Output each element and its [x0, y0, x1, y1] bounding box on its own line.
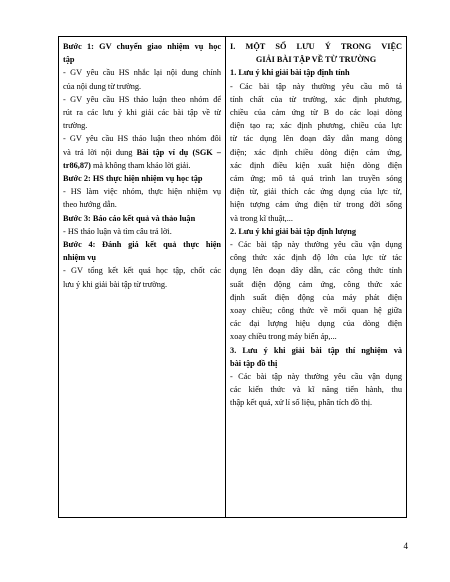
example-reference-pages: tr86,87) [63, 160, 91, 170]
step1-item2-line3: trường. [63, 121, 88, 131]
example-reference: Bài tập ví dụ (SGK – [136, 147, 222, 157]
note3-line: các kiến thức và kĩ năng tiến hành, thu [230, 385, 402, 395]
note1-line: điện tạo ra; xác định phương, chiều của lực [230, 121, 402, 131]
step1-title-line1: Bước 1: GV chuyển giao nhiệm vụ học [63, 42, 222, 51]
lesson-table [58, 36, 407, 518]
step1-item1-line1: - GV yêu cầu HS nhắc lại nội dung chính [63, 68, 222, 78]
step2-title: Bước 2: HS thực hiện nhiệm vụ học tập [63, 174, 203, 184]
note2-line: xoay chiều; công thức về mối quan hệ giữa [230, 306, 402, 316]
note2-line: dụng lên đoạn dây dẫn, các công thức tính [230, 266, 402, 276]
note2-line: - Các bài tập này thường yêu cầu vận dụng [230, 240, 402, 250]
note1-line: xác định điều kiện xuất hiện dòng điện [230, 160, 402, 170]
note1-line: cảm ứng; mô tả quá trình lan truyền sóng [230, 174, 402, 184]
step1-title-line2: tập [63, 55, 75, 65]
note1-title: 1. Lưu ý khi giải bài tập định tính [230, 68, 350, 78]
note2-line: suất điện động cảm ứng, công thức xác [230, 279, 402, 289]
step3-item-line1: - HS thảo luận và tìm câu trả lời. [63, 226, 172, 236]
activity-column [59, 37, 226, 517]
note1-line: điện; xác định chiều dòng điện cảm ứng, [230, 147, 402, 157]
content-column [226, 37, 406, 517]
step4-item-line1: - GV tổng kết kết quả học tập, chốt các [63, 266, 222, 276]
step1-item3-line2 [63, 146, 221, 159]
section-heading-line2: GIẢI BÀI TẬP VỀ TỪ TRƯỜNG [255, 55, 377, 65]
note1-line: - Các bài tập này thường yêu cầu mô tả [230, 81, 402, 91]
note2-line: xoay chiều trong máy biến áp,... [230, 332, 337, 342]
note3-line: thập kết quả, xử lí số liệu, phân tích đồ thị. [230, 398, 373, 408]
section-heading-line1: I. MỘT SỐ LƯU Ý TRONG VIỆC [230, 42, 402, 51]
step2-item-line2: theo hướng dẫn. [63, 200, 117, 210]
step4-title-line2: nhiệm vụ [63, 253, 96, 263]
step1-item2-line2: rút ra các lưu ý khi giải các bài tập về từ [63, 108, 222, 118]
note1-line: và trong kĩ thuật,... [230, 213, 293, 223]
note3-title-line2: bài tập đồ thị [230, 358, 278, 368]
note2-line: công thức xác định độ lớn của lực từ tác [230, 253, 402, 263]
note3-title-line1: 3. Lưu ý khi giải bài tập thí nghiệm và [230, 345, 402, 355]
note1-line: từ tác dụng lên đoạn dây dẫn mang dòng [230, 134, 402, 144]
page-number: 4 [403, 541, 408, 551]
step1-item3-line1: - GV yêu cầu HS thảo luận theo nhóm đôi [63, 134, 222, 144]
note1-line: tính chất của từ trường, xác định phương, [230, 94, 402, 104]
note1-line: điện từ, giải thích các ứng dụng của lực từ, [230, 187, 402, 197]
step1-item2-line1: - GV yêu cầu HS thảo luận theo nhóm để [63, 94, 222, 104]
step4-title-line1: Bước 4: Đánh giá kết quả thực hiện [63, 240, 222, 250]
note1-line: hiện tượng cảm ứng điện từ trong đời sống [230, 200, 402, 210]
step2-item-line1: - HS làm việc nhóm, thực hiện nhiệm vụ [63, 187, 222, 197]
step4-item-line2: lưu ý khi giải bài tập từ trường. [63, 279, 168, 289]
step3-title: Bước 3: Báo cáo kết quả và thảo luận [63, 213, 196, 223]
note2-line: định suất điện động của máy phát điện [230, 292, 402, 302]
step1-item3-line3 [63, 159, 221, 172]
step1-item3-text: và trả lời nội dung [63, 147, 133, 157]
step1-item3-tail: mà không tham khảo lời giải. [90, 160, 191, 170]
note2-line: các đại lượng hiệu dụng của dòng điện [230, 319, 402, 329]
step1-item1-line2: của nội dung từ trường. [63, 81, 142, 91]
note1-line: chiều của cảm ứng từ B do các loại dòng [230, 108, 402, 118]
note2-title: 2. Lưu ý khi giải bài tập định lượng [230, 226, 356, 236]
note3-line: - Các bài tập này thường yêu cầu vận dụng [230, 372, 402, 382]
